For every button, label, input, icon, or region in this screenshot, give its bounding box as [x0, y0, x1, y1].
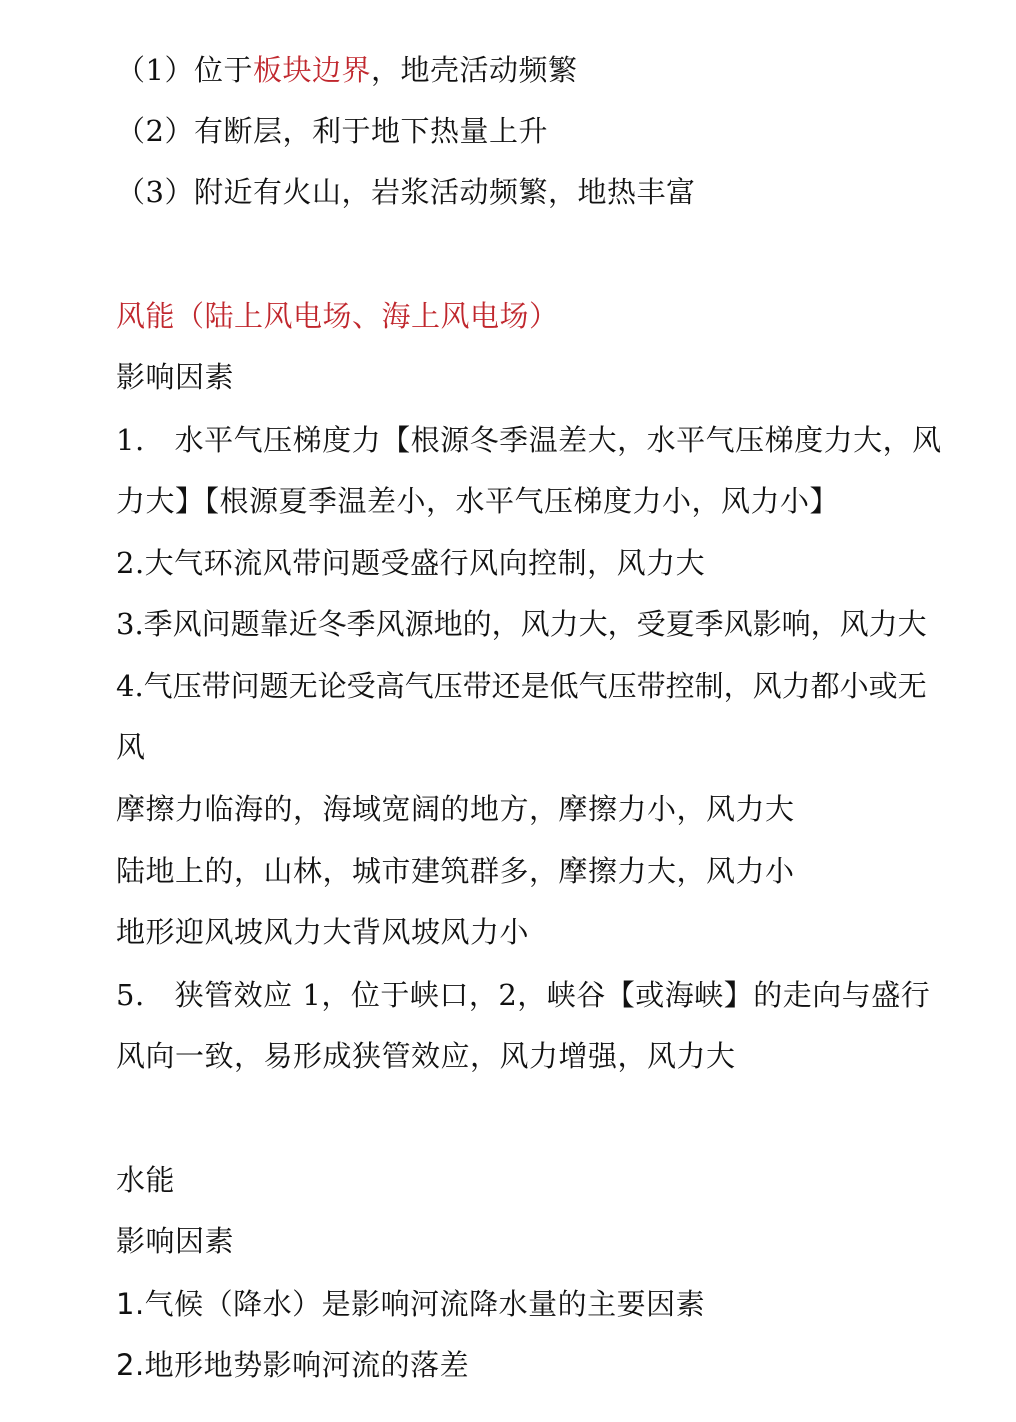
geothermal-reason-1-suffix: ，地壳活动频繁	[370, 53, 578, 87]
wind-item-5-text-1: 狭管效应 1，位于峡口，2，峡谷【或海峡】的走向与盛行	[174, 978, 931, 1012]
hydro-item-2	[116, 1345, 469, 1385]
wind-item-1-number: 1.	[116, 423, 145, 457]
hydro-item-1-number: 1.	[116, 1287, 145, 1321]
wind-item-1-line-1	[116, 420, 942, 460]
wind-item-5-line-1	[116, 975, 930, 1015]
wind-item-1-text-1: 水平气压梯度力【根源冬季温差大，水平气压梯度力大，风	[174, 423, 942, 457]
wind-item-1-line-2: 力大】【根源夏季温差小，水平气压梯度力小，风力小】	[116, 484, 840, 518]
geothermal-reason-1	[116, 50, 577, 90]
wind-section-title: 风能（陆上风电场、海上风电场）	[116, 299, 559, 333]
wind-item-4-line-1: 4.气压带问题无论受高气压带还是低气压带控制，风力都小或无	[116, 669, 927, 703]
wind-item-4-line-2: 风	[116, 730, 146, 764]
wind-item-5-number: 5.	[116, 978, 145, 1012]
hydro-section-title: 水能	[116, 1163, 176, 1197]
hydro-item-1-text: 气候（降水）是影响河流降水量的主要因素	[144, 1287, 706, 1321]
wind-item-3: 3.季风问题靠近冬季风源地的，风力大，受夏季风影响，风力大	[116, 607, 927, 641]
wind-friction-line-1: 摩擦力临海的，海域宽阔的地方，摩擦力小，风力大	[116, 792, 795, 826]
geothermal-reason-1-prefix: （1）位于	[116, 53, 253, 87]
geothermal-reason-2: （2）有断层，利于地下热量上升	[116, 114, 548, 148]
hydro-item-2-text: 地形地势影响河流的落差	[144, 1348, 470, 1382]
wind-friction-line-2: 陆地上的，山林，城市建筑群多，摩擦力大，风力小	[116, 854, 795, 888]
wind-item-2: 2.大气环流风带问题受盛行风向控制，风力大	[116, 546, 706, 580]
geothermal-reason-3: （3）附近有火山，岩浆活动频繁，地热丰富	[116, 175, 696, 209]
wind-terrain: 地形迎风坡风力大背风坡风力小	[116, 915, 530, 949]
hydro-item-2-number: 2.	[116, 1348, 145, 1382]
wind-factors-heading: 影响因素	[116, 360, 235, 394]
hydro-item-1	[116, 1284, 705, 1324]
wind-item-5-line-2: 风向一致，易形成狭管效应，风力增强，风力大	[116, 1039, 736, 1073]
geothermal-reason-1-highlight: 板块边界	[252, 53, 371, 87]
hydro-factors-heading: 影响因素	[116, 1224, 235, 1258]
